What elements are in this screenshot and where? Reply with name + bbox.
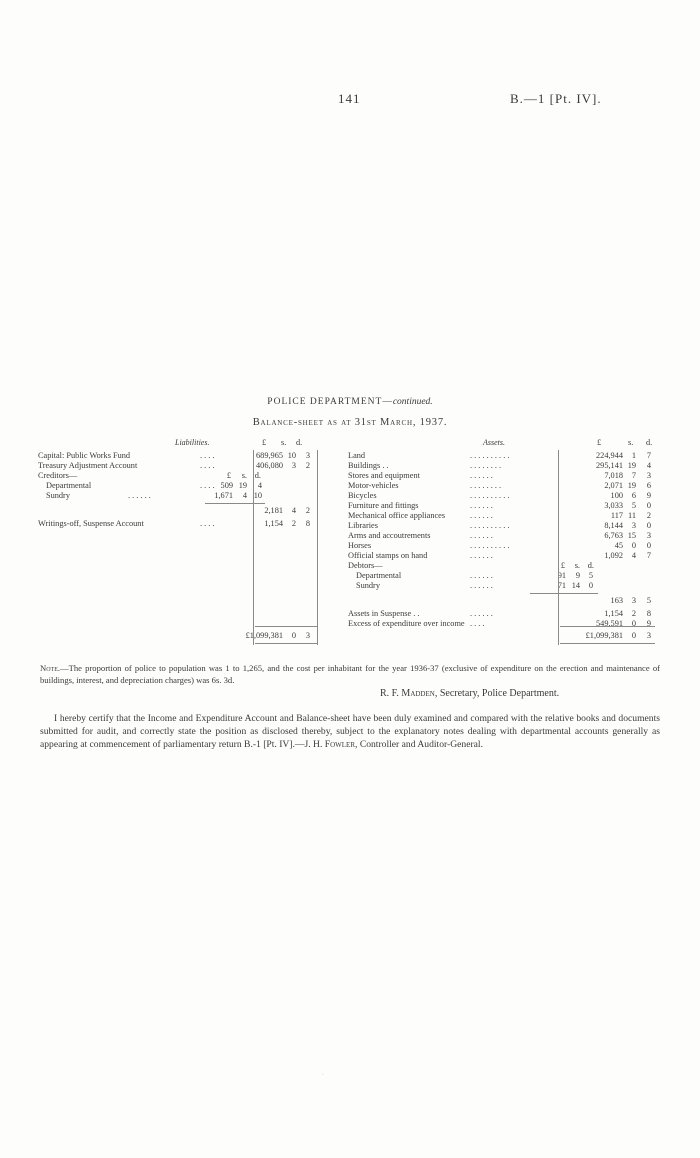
total-rule [560,626,655,627]
liability-label: Treasury Adjustment Account [38,461,138,470]
page-number: 141 [338,91,361,106]
double-rule [560,643,655,644]
leader-dots: . . . . . . [470,571,493,580]
sub-head: £ [560,561,565,570]
leader-dots: . . . . . . [470,551,493,560]
liability-total-pence: 2 [305,506,310,515]
leader-dots: . . . . . . . . . . [470,521,510,530]
sub-head: s. [574,561,580,570]
leader-dots: . . . . [200,451,215,460]
asset-total-shillings: 6 [631,491,636,500]
liability-label: Creditors— [38,471,78,480]
asset-total-pounds: 100 [610,491,623,500]
leader-dots: . . . . . . [470,511,493,520]
asset-label: Land [348,451,366,460]
liability-total-pounds: 689,965 [256,451,283,460]
liability-grand-total-pounds: £1,099,381 [245,631,283,640]
asset-total-pence: 5 [646,596,651,605]
asset-label: Stores and equipment [348,471,420,480]
balance-sheet-title: Balance-sheet as at 31st March, 1937. [252,417,448,428]
asset-grand-total-pounds: £1,099,381 [585,631,623,640]
asset-total-pence: 0 [646,541,651,550]
subtotal-rule [205,503,265,504]
asset-total-pounds: 7,018 [604,471,623,480]
asset-total-pounds: 2,071 [604,481,623,490]
leader-dots: . . . . . . . . [470,481,502,490]
currency-head: £ [597,438,602,447]
asset-total-shillings: 5 [631,501,636,510]
sub-head: £ [226,471,231,480]
asset-label: Arms and accoutrements [348,531,431,540]
asset-total-pence: 8 [646,609,651,618]
leader-dots: . . . . . . [470,609,493,618]
liability-sub-pence: 4 [257,481,262,490]
liability-sub-pounds: 1,671 [214,491,233,500]
asset-label: Mechanical office appliances [348,511,446,520]
asset-sub-shillings: 9 [575,571,580,580]
asset-total-pounds: 224,944 [596,451,623,460]
asset-total-pounds: 117 [610,511,623,520]
leader-dots: . . . . [200,461,215,470]
asset-total-shillings: 3 [631,596,636,605]
leader-dots: . . . . . . [128,491,151,500]
asset-label: Libraries [348,521,378,530]
leader-dots: . . . . . . . . . . [470,491,510,500]
asset-total-pounds: 549,591 [596,619,623,628]
asset-label: Furniture and fittings [348,501,419,510]
asset-total-pence: 7 [646,551,651,560]
asset-sub-pounds: 71 [557,581,566,590]
subtotal-rule [530,593,598,594]
asset-label: Excess of expenditure over income [348,619,465,628]
asset-total-pounds: 45 [614,541,623,550]
asset-sub-pence: 5 [588,571,593,580]
leader-dots: . . . . . . [470,501,493,510]
asset-total-shillings: 19 [627,461,636,470]
assets-heading: Assets. [483,438,505,447]
sheet-divider [317,450,318,645]
asset-total-pounds: 6,763 [604,531,623,540]
note: Note.—The proportion of police to population was 1 to 1,265, and the cost per inhabitant for the year 1936-37 (exclusive of expenditure on the erection and maintenance of buildings, interest, and depreciation charges) was 6s. 3d. [40,663,660,685]
asset-label: Motor-vehicles [348,481,399,490]
liability-sub-shillings: 19 [238,481,247,490]
asset-total-pence: 9 [646,491,651,500]
leader-dots: . . . . . . [470,531,493,540]
currency-head: d. [646,438,653,447]
liability-label: Writings-off, Suspense Account [38,519,144,528]
asset-label: Assets in Suspense . . [348,609,420,618]
asset-sub-pounds: 91 [557,571,566,580]
signature: R. F. Madden, Secretary, Police Department. [380,688,560,699]
asset-label: Buildings . . [348,461,389,470]
asset-total-pounds: 295,141 [596,461,623,470]
asset-total-pence: 9 [646,619,651,628]
leader-dots: . . . . [200,519,215,528]
asset-total-pounds: 163 [610,596,623,605]
sub-head: d. [587,561,594,570]
leader-dots: . . . . . . . . . . [470,541,510,550]
asset-total-pounds: 1,092 [604,551,623,560]
asset-total-shillings: 11 [628,511,636,520]
leader-dots: . . . . [470,619,485,628]
currency-head: £ [262,438,267,447]
asset-total-shillings: 7 [631,471,636,480]
asset-total-pence: 4 [646,461,651,470]
asset-total-shillings: 4 [631,551,636,560]
liability-sub-shillings: 4 [242,491,247,500]
asset-label: Official stamps on hand [348,551,428,560]
asset-total-shillings: 15 [627,531,636,540]
liability-total-pence: 8 [305,519,310,528]
asset-total-shillings: 0 [631,541,636,550]
sub-head: d. [254,471,261,480]
asset-grand-total-pence: 3 [646,631,651,640]
asset-total-pounds: 8,144 [604,521,623,530]
asset-label: Sundry [356,581,380,590]
liability-grand-total-pence: 3 [305,631,310,640]
leader-dots: . . . . . . . . [470,461,502,470]
audit-certificate: I hereby certify that the Income and Expenditure Account and Balance-sheet have been duly examined and compared with the relative books and documents submitted for audit, and correctly state the position as disclosed thereby, subject to the explanatory notes dealing with departmental accounts generally as appearing at commencement of parliamentary return B.-1 [Pt. IV].—J. H. Fowler, Controller and Auditor-General. [40,713,660,750]
asset-grand-total-shillings: 0 [631,631,636,640]
asset-label: Bicycles [348,491,377,500]
total-rule [255,626,317,627]
asset-total-shillings: 3 [631,521,636,530]
asset-label: Departmental [356,571,402,580]
asset-sub-shillings: 14 [571,581,580,590]
footer-mark: · [322,1072,324,1078]
asset-label: Debtors— [348,561,383,570]
liability-total-pounds: 2,181 [264,506,283,515]
liability-total-shillings: 4 [291,506,296,515]
liability-total-pence: 2 [305,461,310,470]
asset-total-pence: 7 [646,451,651,460]
asset-total-pence: 3 [646,531,651,540]
asset-total-pounds: 3,033 [604,501,623,510]
assets-total-column [558,450,559,645]
sub-head: s. [241,471,247,480]
leader-dots: . . . . . . . . . . [470,451,510,460]
liability-label: Sundry [46,491,70,500]
asset-total-shillings: 0 [631,619,636,628]
leader-dots: . . . . . . [470,471,493,480]
currency-head: s. [628,438,634,447]
asset-total-pence: 2 [646,511,651,520]
asset-total-shillings: 19 [627,481,636,490]
liability-sub-pounds: 509 [220,481,233,490]
liability-label: Departmental [46,481,92,490]
liability-total-shillings: 2 [291,519,296,528]
asset-total-shillings: 1 [631,451,636,460]
liabilities-heading: Liabilities. [175,438,210,447]
section-title: POLICE DEPARTMENT—continued. [267,397,433,407]
leader-dots: . . . . . . [470,581,493,590]
liability-sub-pence: 10 [253,491,262,500]
liability-label: Capital: Public Works Fund [38,451,131,460]
liability-grand-total-shillings: 0 [291,631,296,640]
liability-total-pounds: 1,154 [264,519,283,528]
liability-total-pounds: 406,080 [256,461,283,470]
asset-total-shillings: 2 [631,609,636,618]
leader-dots: . . . . [200,481,215,490]
liability-total-shillings: 10 [287,451,296,460]
liability-total-pence: 3 [305,451,310,460]
asset-total-pence: 6 [646,481,651,490]
double-rule [255,643,317,644]
asset-total-pence: 0 [646,521,651,530]
liabilities-total-column [253,450,254,645]
asset-label: Horses [348,541,372,550]
currency-head: d. [296,438,303,447]
document-reference: B.—1 [Pt. IV]. [510,91,602,106]
currency-head: s. [281,438,287,447]
asset-total-pence: 0 [646,501,651,510]
asset-total-pence: 3 [646,471,651,480]
asset-total-pounds: 1,154 [604,609,623,618]
asset-sub-pence: 0 [588,581,593,590]
liability-total-shillings: 3 [291,461,296,470]
